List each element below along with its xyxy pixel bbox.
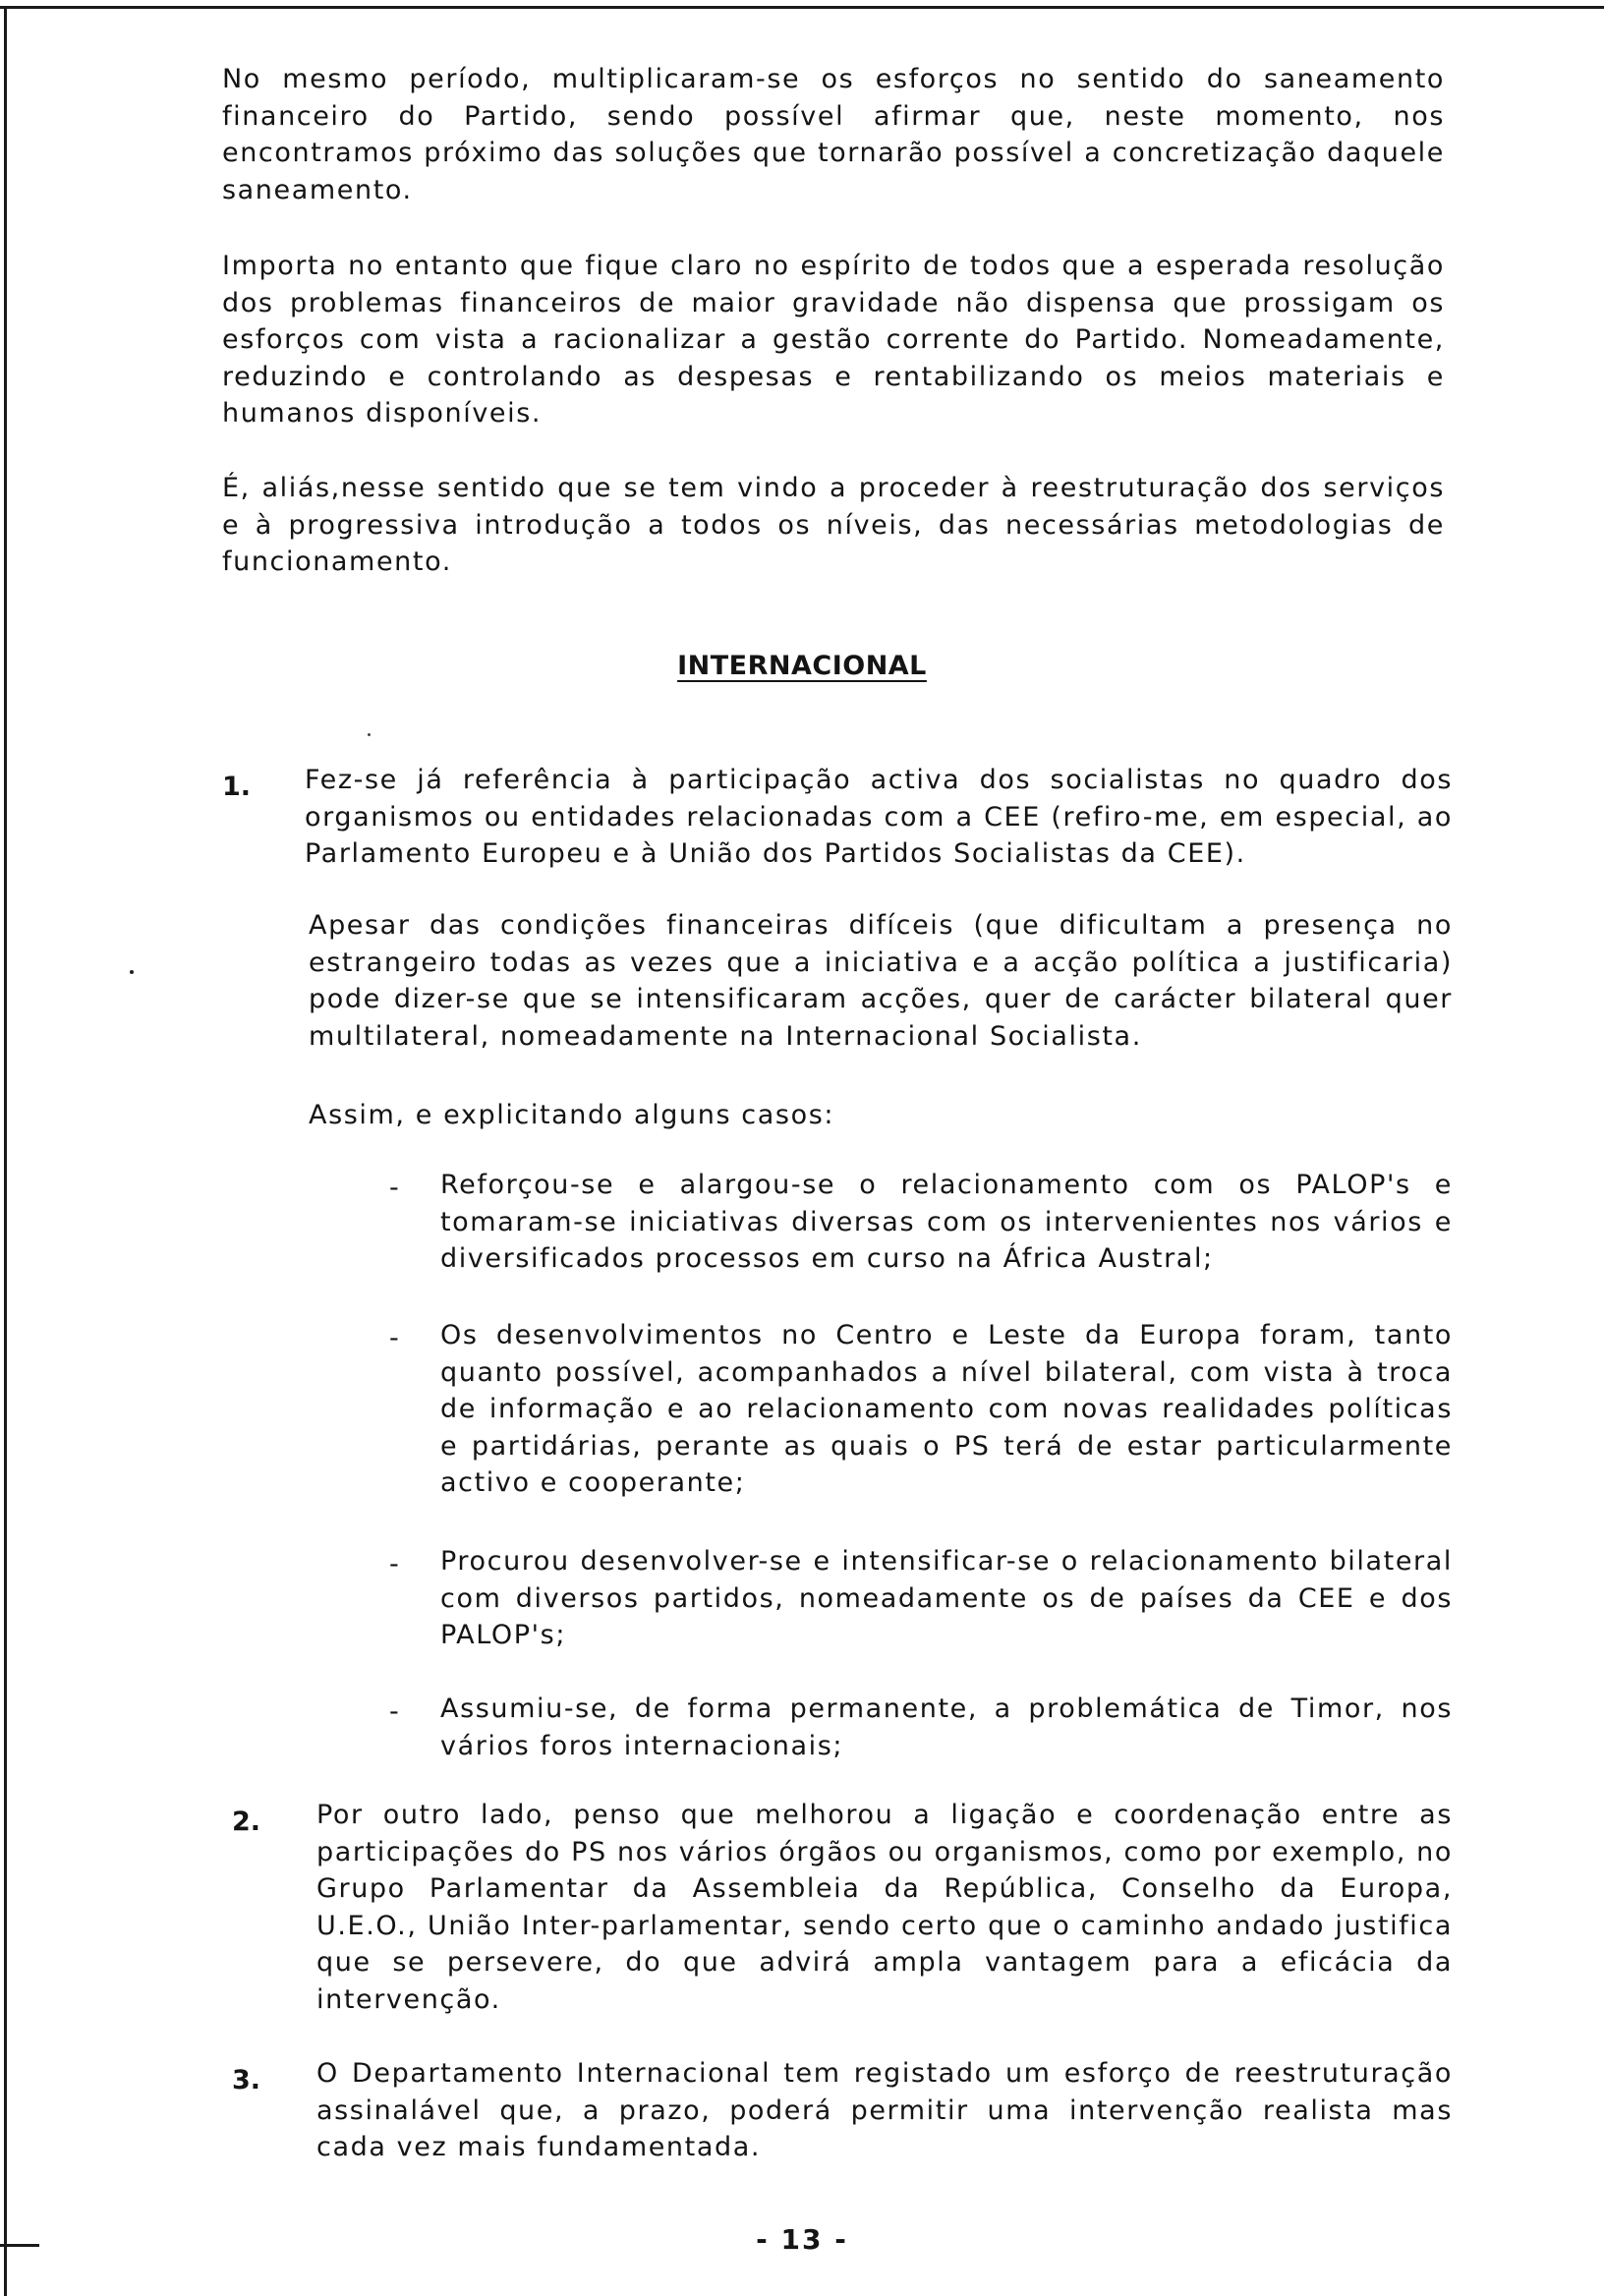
bullet-europe: Os desenvolvimentos no Centro e Leste da Europa foram, tanto quanto possível, acompanhados a nível bilateral, com vista à troca de informação e ao relacionamento com novas realidades políticas e partidárias, perante as quais o PS terá de estar particularmente activo e cooperante; bbox=[440, 1320, 1453, 1498]
section-heading-text: INTERNACIONAL bbox=[677, 651, 927, 681]
page-number: - 13 - bbox=[756, 2223, 848, 2256]
bullet-dash: - bbox=[389, 1173, 399, 1203]
item-number-3: 3. bbox=[232, 2065, 261, 2095]
item-1-text: Fez-se já referência à participação activa dos socialistas no quadro dos organismos ou entidades relacionadas com a CEE (refiro-me, em especial, ao Parlamento Europeu e à União dos Partidos Socialistas da CEE). bbox=[305, 765, 1453, 869]
bullet-dash: - bbox=[389, 1696, 399, 1727]
bullet-palop: Reforçou-se e alargou-se o relacionamento com os PALOP's e tomaram-se iniciativas diversas com os intervenientes nos vários e diversificados processos em curso na África Austral; bbox=[440, 1170, 1453, 1274]
scan-speck bbox=[130, 970, 134, 974]
scan-speck bbox=[368, 733, 371, 736]
paragraph-financial-sanitation: No mesmo período, multiplicaram-se os esforços no sentido do saneamento financeiro do Partido, sendo possível afirmar que, neste momento, nos encontramos próximo das soluções que tornarão possível a concretização daquele saneamento. bbox=[222, 64, 1445, 205]
bullet-timor: Assumiu-se, de forma permanente, a problemática de Timor, nos vários foros internacionais; bbox=[440, 1693, 1453, 1761]
item-number-2: 2. bbox=[232, 1807, 261, 1837]
bullet-dash: - bbox=[389, 1549, 399, 1579]
left-border-rule bbox=[4, 6, 7, 2247]
bullet-bilateral: Procurou desenvolver-se e intensificar-se o relacionamento bilateral com diversos partidos, nomeadamente os de países da CEE e dos PALOP's; bbox=[440, 1546, 1453, 1650]
item-2-text: Por outro lado, penso que melhorou a ligação e coordenação entre as participações do PS nos vários órgãos ou organismos, como por exemplo, no Grupo Parlamentar da Assembleia da República, Conselho da Europa, U.E.O., União Inter-parlamentar, sendo certo que o caminho andado justifica que se persevere, do que advirá ampla vantagem para a eficácia da intervenção. bbox=[316, 1800, 1453, 2015]
bullet-dash: - bbox=[389, 1323, 399, 1353]
item-1-intro: Assim, e explicitando alguns casos: bbox=[309, 1100, 835, 1130]
item-1-sub-paragraph: Apesar das condições financeiras difíceis (que dificultam a presença no estrangeiro todas as vezes que a iniciativa e a acção política a justificaria) pode dizer-se que se intensificaram acções, quer de carácter bilateral quer multilateral, nomeadamente na Internacional Socialista. bbox=[309, 910, 1453, 1052]
top-border-rule bbox=[0, 6, 1604, 9]
paragraph-financial-management: Importa no entanto que fique claro no espírito de todos que a esperada resolução dos problemas financeiros de maior gravidade não dispensa que prossigam os esforços com vista a racionalizar a gestão corrente do Partido. Nomeadamente, reduzindo e controlando as despesas e rentabilizando os meios materiais e humanos disponíveis. bbox=[222, 251, 1445, 429]
section-heading bbox=[0, 651, 1604, 681]
paragraph-restructuring: É, aliás,nesse sentido que se tem vindo a proceder à reestruturação dos serviços e à progressiva introdução a todos os níveis, das necessárias metodologias de funcionamento. bbox=[222, 473, 1445, 577]
item-number-1: 1. bbox=[222, 772, 252, 802]
item-3-text: O Departamento Internacional tem registado um esforço de reestruturação assinalável que, a prazo, poderá permitir uma intervenção realista mas cada vez mais fundamentada. bbox=[316, 2058, 1453, 2162]
